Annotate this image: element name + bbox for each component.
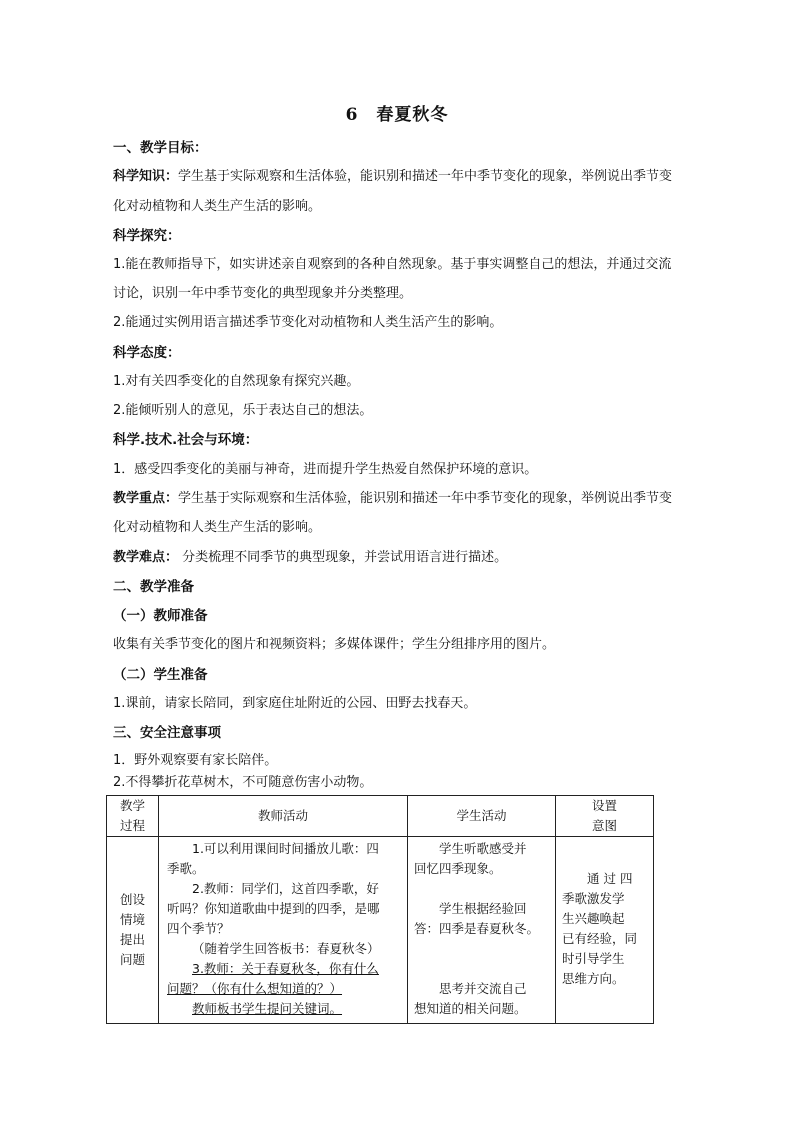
knowledge-text: 学生基于实际观察和生活体验，能识别和描述一年中季节变化的现象，举例说出季节变 — [178, 169, 673, 184]
intent-cell: 通 过 四 季歌激发学 生兴趣唤起 已有经验，同 时引导学生 思维方向。 — [556, 837, 654, 1024]
stse-item-1: 1．感受四季变化的美丽与神奇，进而提升学生热爱自然保护环境的意识。 — [113, 462, 538, 477]
knowledge-paragraph-line2: 化对动植物和人类生产生活的影响。 — [113, 199, 322, 214]
header-teacher-activity: 教师活动 — [159, 796, 408, 837]
section-preparation-heading: 二、教学准备 — [113, 579, 194, 595]
process-cell: 创设 情境 提出 问题 — [107, 837, 159, 1024]
inquiry-item-1-line2: 讨论，识别一年中季节变化的典型现象并分类整理。 — [113, 286, 413, 301]
inquiry-item-2: 2.能通过实例用语言描述季节变化对动植物和人类生活产生的影响。 — [113, 315, 503, 330]
header-process: 教学 过程 — [107, 796, 159, 837]
teacher-prep-heading: （一）教师准备 — [113, 608, 208, 624]
inquiry-heading: 科学探究： — [113, 228, 181, 244]
student-prep-heading: （二）学生准备 — [113, 667, 208, 683]
safety-item-2: 2.不得攀折花草树木，不可随意伤害小动物。 — [113, 775, 373, 790]
lesson-title: 6 春夏秋冬 — [345, 105, 449, 125]
student-activity-cell: 学生听歌感受并 回忆四季现象。 学生根据经验回 答：四季是春夏秋冬。 思考并交流自己 想知道的相关问题。 — [408, 837, 556, 1024]
safety-item-1: 1．野外观察要有家长陪伴。 — [113, 753, 278, 768]
header-intent: 设置 意图 — [556, 796, 654, 837]
lesson-process-table — [106, 795, 654, 1024]
section-safety-heading: 三、安全注意事项 — [113, 725, 221, 741]
difficulty-text: 分类梳理不同季节的典型现象，并尝试用语言进行描述。 — [178, 550, 508, 565]
attitude-heading: 科学态度： — [113, 345, 181, 361]
key-points-line1 — [113, 490, 723, 508]
section-objectives-heading: 一、教学目标： — [113, 140, 208, 156]
teacher-activity-cell: 1.可以利用课间时间播放儿歌：四 季歌。 2.教师：同学们，这首四季歌，好 听吗？你知道歌曲中提到的四季，是哪 四个季节？ （随着学生回答板书：春夏秋冬） 3.教师：关于春夏秋冬，你有什么 问题？（你有什么想知道的？） 教师板书学生提问关键词。 — [159, 837, 408, 1024]
knowledge-label: 科学知识： — [113, 169, 179, 184]
key-points-line2: 化对动植物和人类生产生活的影响。 — [113, 520, 322, 535]
difficulty-label: 教学难点： — [113, 550, 179, 565]
key-points-label: 教学重点： — [113, 491, 179, 506]
teacher-prep-text: 收集有关季节变化的图片和视频资料；多媒体课件；学生分组排序用的图片。 — [113, 637, 556, 652]
table-row — [107, 837, 654, 1024]
difficulty-line — [113, 549, 723, 567]
key-points-text: 学生基于实际观察和生活体验，能识别和描述一年中季节变化的现象，举例说出季节变 — [178, 491, 673, 506]
inquiry-item-1-line1: 1.能在教师指导下，如实讲述亲自观察到的各种自然现象。基于事实调整自己的想法，并通过交流 — [113, 257, 672, 272]
attitude-item-1: 1.对有关四季变化的自然现象有探究兴趣。 — [113, 374, 360, 389]
header-student-activity: 学生活动 — [408, 796, 556, 837]
table-header-row — [107, 796, 654, 837]
knowledge-paragraph-line1 — [113, 168, 723, 186]
attitude-item-2: 2.能倾听别人的意见，乐于表达自己的想法。 — [113, 403, 373, 418]
stse-heading: 科学.技术.社会与环境： — [113, 432, 259, 448]
student-prep-text: 1.课前，请家长陪同，到家庭住址附近的公园、田野去找春天。 — [113, 696, 477, 711]
